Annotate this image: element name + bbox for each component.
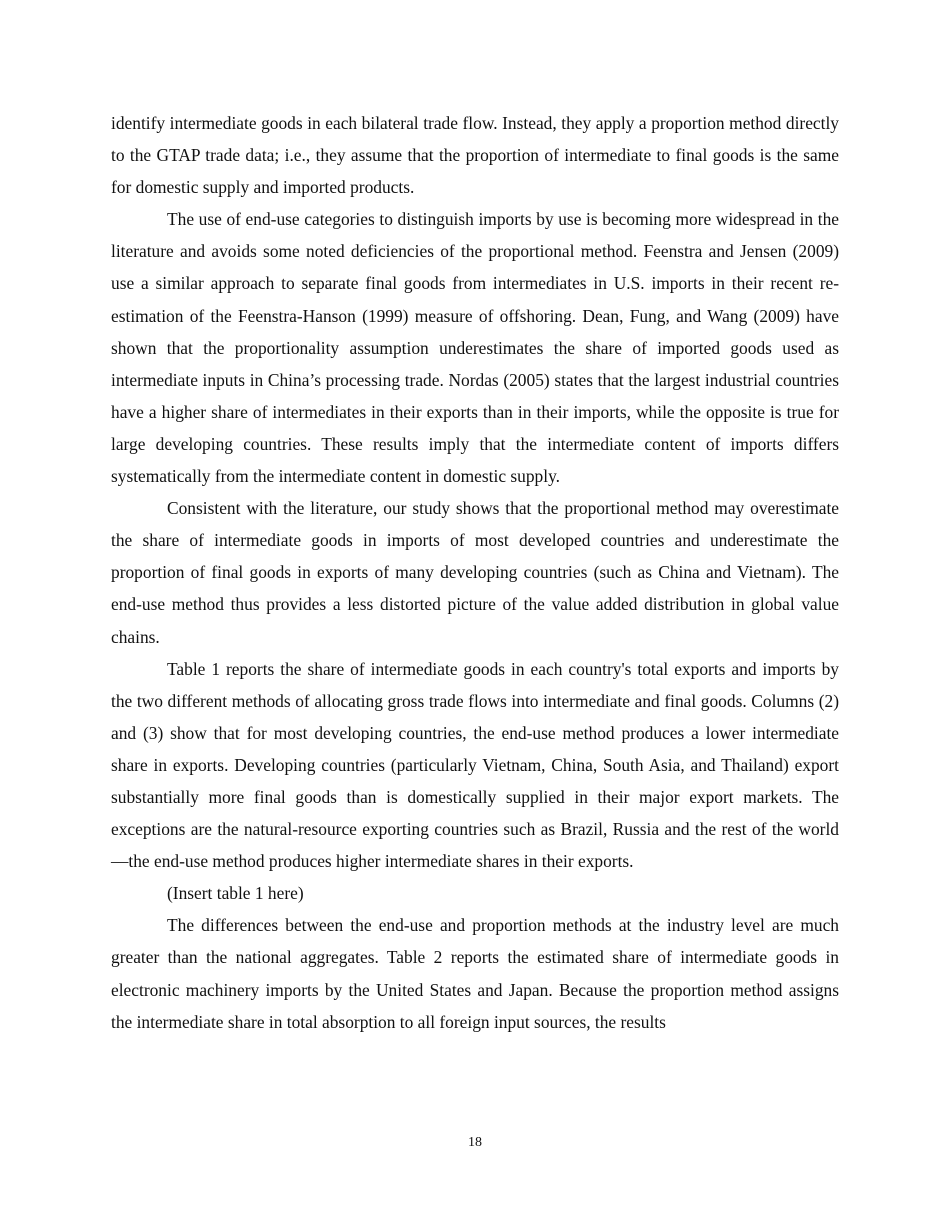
paragraph-continued: identify intermediate goods in each bilateral trade flow. Instead, they apply a proportion method directly to the GTAP trade data; i.e., they assume that the proportion of intermediate to final goods is the same for domestic supply and imported products.	[111, 113, 839, 198]
paragraph-consistent-literature: Consistent with the literature, our study shows that the proportional method may overestimate the share of intermediate goods in imports of most developed countries and underestimate the proportion of final goods in exports of many developing countries (such as China and Vietnam). The end-use method thus provides a less distorted picture of the value added distribution in global value chains.	[111, 498, 839, 647]
page-body	[111, 107, 839, 1038]
paragraph-table-1-summary: Table 1 reports the share of intermediate goods in each country's total exports and imports by the two different methods of allocating gross trade flows into intermediate and final goods. Columns (2) and (3) show that for most developing countries, the end-use method produces a lower intermediate share in exports. Developing countries (particularly Vietnam, China, South Asia, and Thailand) export substantially more final goods than is domestically supplied in their major export markets. The exceptions are the natural-resource exporting countries such as Brazil, Russia and the rest of the world—the end-use method produces higher intermediate shares in their exports.	[111, 658, 839, 872]
table-placeholder-note: (Insert table 1 here)	[167, 883, 304, 904]
page-number: 18	[468, 1135, 482, 1150]
paragraph-industry-differences: The differences between the end-use and proportion methods at the industry level are much greater than the national aggregates. Table 2 reports the estimated share of intermediate goods in electronic machinery imports by the United States and Japan. Because the proportion method assigns the intermediate share in total absorption to all foreign input sources, the results	[111, 915, 839, 1032]
paragraph-end-use-literature: The use of end-use categories to distinguish imports by use is becoming more widespread in the literature and avoids some noted deficiencies of the proportional method. Feenstra and Jensen (2009) use a similar approach to separate final goods from intermediates in U.S. imports in their recent re-estimation of the Feenstra-Hanson (1999) measure of offshoring. Dean, Fung, and Wang (2009) have shown that the proportionality assumption underestimates the share of imported goods used as intermediate inputs in China’s processing trade. Nordas (2005) states that the largest industrial countries have a higher share of intermediates in their exports than in their imports, while the opposite is true for large developing countries. These results imply that the intermediate content of imports differs systematically from the intermediate content in domestic supply.	[111, 209, 839, 487]
